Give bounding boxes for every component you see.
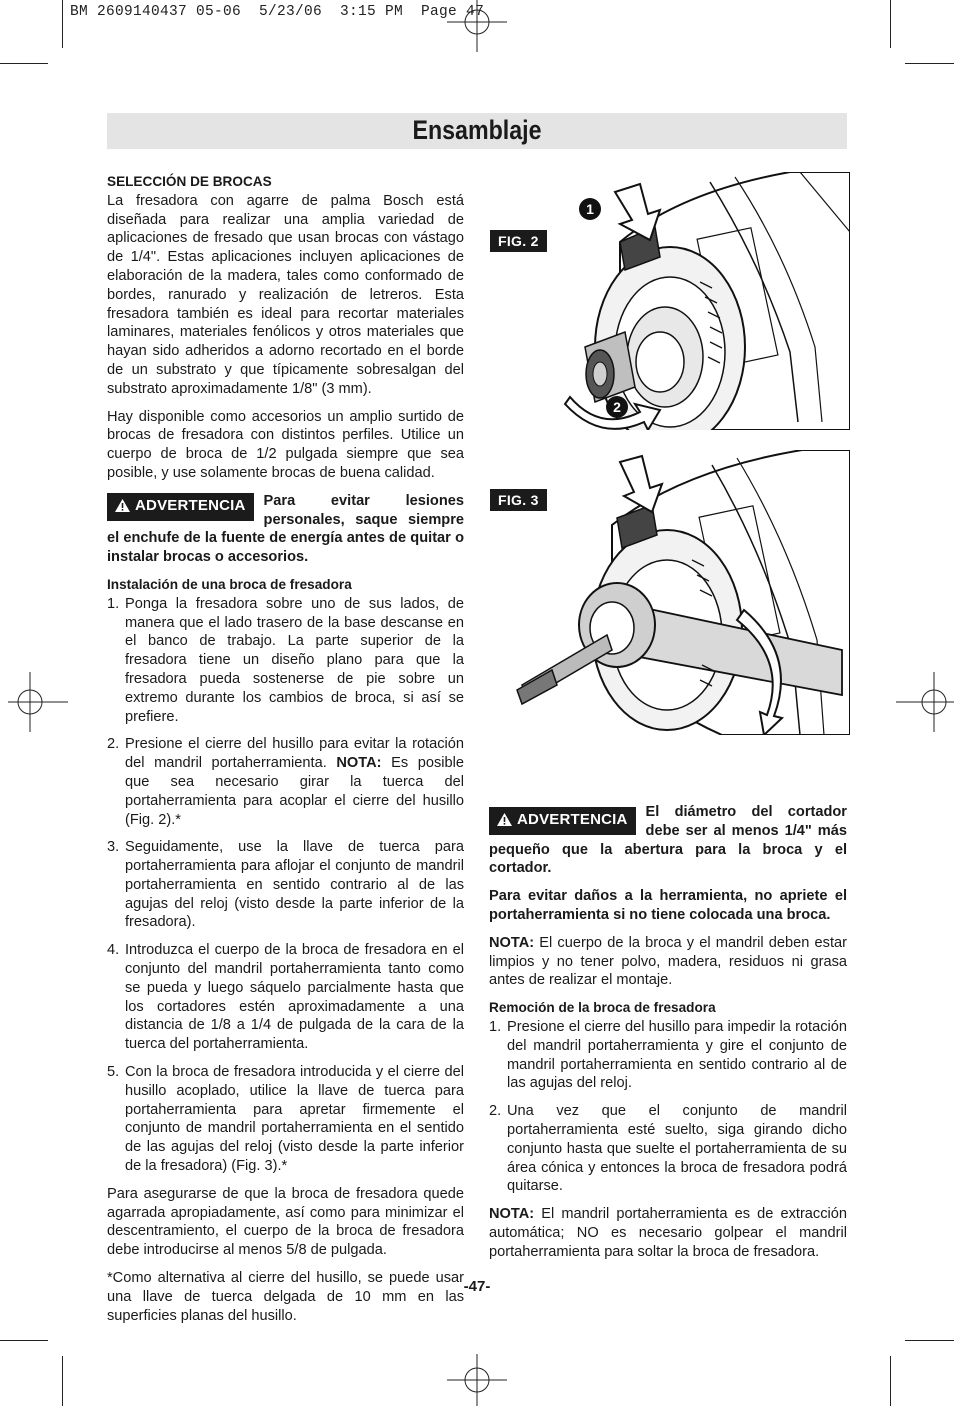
left-column xyxy=(107,173,464,1325)
step-number: 1. xyxy=(489,1018,502,1035)
note-label: NOTA: xyxy=(336,755,382,772)
crop-mark xyxy=(0,1340,48,1341)
step-number: 1. xyxy=(107,595,120,612)
step-number: 2. xyxy=(107,736,120,753)
step-number: 4. xyxy=(107,942,120,959)
callout-1: 1 xyxy=(586,201,594,217)
note xyxy=(489,934,847,990)
warning-triangle-icon xyxy=(497,813,512,826)
fig-2-illustration xyxy=(560,172,850,430)
print-header: BM 2609140437 05-06 5/23/06 3:15 PM Page 47 xyxy=(70,4,485,20)
paragraph: La fresadora con agarre de palma Bosch está diseñada para realizar una amplia variedad de aplicaciones de fresado que usan brocas con vástago de 1/4". Estas aplicaciones incluyen aplicaciones de elaboración de la madera, tales como conformado de bordes, ranurado y realización de letreros. Esta fresadora también es ideal para recortar materiales laminares, materiales fenólicos y otros materiales que hayan sido adheridos a adorno recortado en el borde de un substrato y que típicamente sobresalgan del substrato aproximadamente 1/8" (3 mm). xyxy=(107,192,464,397)
section-heading: Instalación de una broca de fresadora xyxy=(107,576,352,592)
step-text: Con la broca de fresadora introducida y el cierre del husillo acoplado, utilice la llave de tuerca para portaherramienta para apretar firmemente el conjunto de mandril portaherramienta en el sentido de las agujas del reloj (visto desde la parte inferior de la fresadora) (Fig. 3).* xyxy=(125,1064,464,1175)
step-text: Introduzca el cuerpo de la broca de fresadora en el conjunto del mandril portaherramienta tanto como se pueda y luego sáquelo parcialmente hasta que los cortadores estén aproximadamente a una distancia de 1/8 a 1/4 de pulgada de la cara de la tuerca del portaherramienta. xyxy=(125,942,464,1053)
warning-badge xyxy=(489,807,636,835)
list-item xyxy=(107,838,464,932)
warning-badge xyxy=(107,493,254,521)
step-text: Es posible que sea necesario girar la tuerca del portaherramienta para acoplar el cierre del husillo (Fig. 2).* xyxy=(125,755,464,828)
paragraph: Para asegurarse de que la broca de fresadora quede agarrada apropiadamente, así como para minimizar el descentramiento, el cuerpo de la broca de fresadora debe introducirse al menos 5/8 de pulgada. xyxy=(107,1185,464,1259)
page-title: Ensamblaje xyxy=(412,115,542,145)
registration-mark-icon xyxy=(896,672,954,732)
list-item xyxy=(489,1018,847,1093)
callout-2: 2 xyxy=(613,399,621,415)
step-text: Una vez que el conjunto de mandril portaherramienta esté suelto, siga girando dicho conjunto hasta que suelte el portaherramienta de su área cónica y entonces la broca de fresadora podrá quitarse. xyxy=(507,1103,847,1195)
list-item xyxy=(489,1102,847,1196)
warning-label: ADVERTENCIA xyxy=(517,811,628,828)
registration-mark-icon xyxy=(447,1354,507,1414)
crop-mark xyxy=(62,1356,63,1406)
note-label: NOTA: xyxy=(489,934,535,951)
warning-label: ADVERTENCIA xyxy=(135,496,246,514)
step-text: Presione el cierre del husillo para impedir la rotación del mandril portaherramienta y gire el conjunto de mandril portaherramienta en sentido contrario al de las agujas del reloj. xyxy=(507,1018,847,1092)
warning-block xyxy=(107,492,464,567)
note-text: El cuerpo de la broca y el mandril deben estar limpios y no tener polvo, madera, residuos ni grasa antes de realizar el montaje. xyxy=(489,934,847,989)
list-item xyxy=(107,735,464,829)
warning-block xyxy=(489,803,847,878)
footnote: *Como alternativa al cierre del husillo, se puede usar una llave de tuerca delgada de 10 mm en las superficies planas del husillo. xyxy=(107,1270,464,1324)
list-item xyxy=(107,1063,464,1176)
step-text: Presione el cierre del husillo para evitar la rotación del mandril portaherramienta. xyxy=(125,736,464,772)
right-column xyxy=(489,803,847,1262)
step-text: Ponga la fresadora sobre uno de sus lados, de manera que el lado trasero de la base descanse en el banco de trabajo. La parte superior de la fresadora tiene un diseño plano para que la fresadora pueda sostenerse de pie sobre un extremo durante los cambios de broca, si así se prefiere. xyxy=(125,595,464,725)
note xyxy=(489,1205,847,1261)
step-number: 3. xyxy=(107,839,120,856)
list-item xyxy=(107,595,464,727)
install-steps xyxy=(107,595,464,1176)
section-heading: SELECCIÓN DE BROCAS xyxy=(107,174,272,189)
crop-mark xyxy=(905,63,954,64)
registration-mark-icon xyxy=(8,672,68,732)
list-item xyxy=(107,941,464,1054)
paragraph: Hay disponible como accesorios un amplio surtido de brocas de fresadora con distintos perfiles. Utilice un cuerpo de broca de 1/2 pulgada siempre que sea posible, y use solamente brocas de buena calidad. xyxy=(107,408,464,481)
note-label: NOTA: xyxy=(489,1206,535,1223)
crop-mark xyxy=(0,63,48,64)
paragraph: Para evitar daños a la herramienta, no apriete el portaherramienta si no tiene colocada una broca. xyxy=(489,888,847,923)
note-text: El mandril portaherramienta es de extracción automática; NO es necesario golpear el mandril portaherramienta para soltar la broca de fresadora. xyxy=(489,1206,847,1260)
warning-text: Para evitar lesiones personales, saque siempre el enchufe de la fuente de energía antes de quitar o instalar brocas o accesorios. xyxy=(107,492,464,566)
step-number: 2. xyxy=(489,1103,502,1120)
fig-3-label: FIG. 3 xyxy=(490,489,547,511)
step-number: 5. xyxy=(107,1064,120,1081)
warning-text: El diámetro del cortador debe ser al menos 1/4" más pequeño que la abertura para la broca y el cortador. xyxy=(489,804,847,877)
section-heading: Remoción de la broca de fresadora xyxy=(489,1000,716,1016)
warning-triangle-icon xyxy=(115,499,130,512)
crop-mark xyxy=(905,1340,954,1341)
step-text: Seguidamente, use la llave de tuerca para portaherramienta para aflojar el conjunto de mandril portaherramienta en sentido contrario al de las agujas del reloj (visto desde la parte inferior de la fresadora). xyxy=(125,839,464,931)
title-bar xyxy=(107,113,847,149)
page-number: -47- xyxy=(463,1278,491,1295)
fig-3-illustration xyxy=(512,450,850,735)
crop-mark xyxy=(62,0,63,48)
crop-mark xyxy=(890,1356,891,1406)
removal-steps xyxy=(489,1018,847,1196)
crop-mark xyxy=(890,0,891,48)
fig-2-label: FIG. 2 xyxy=(490,230,547,252)
